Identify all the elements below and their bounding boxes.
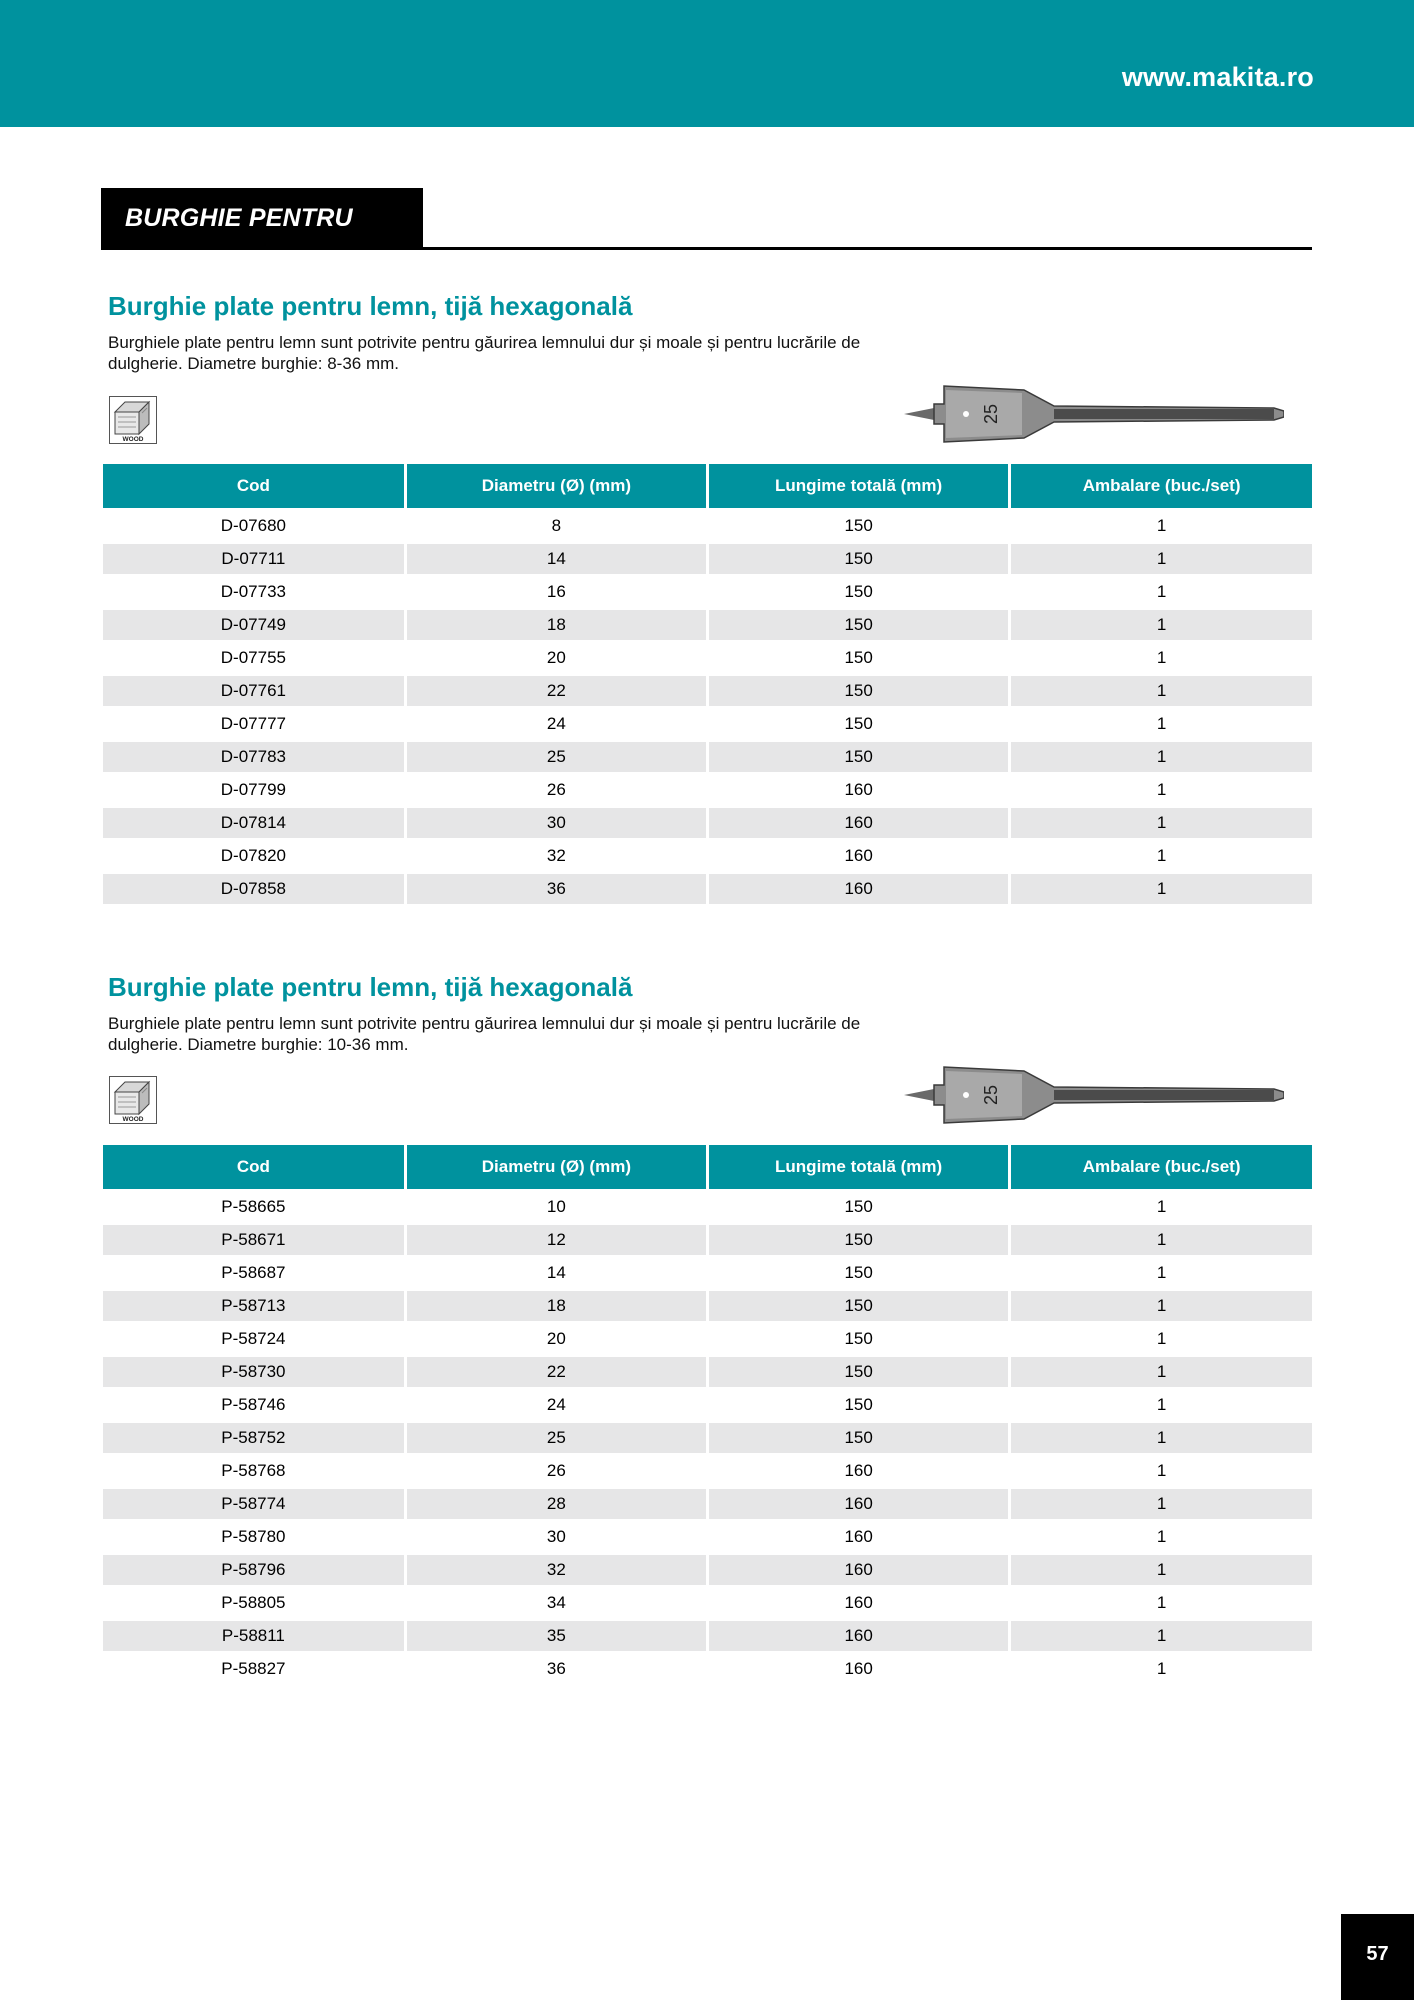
cell-diametru: 8: [405, 510, 707, 543]
section-title: Burghie plate pentru lemn, tijă hexagonală: [108, 291, 633, 321]
cell-diametru: 16: [405, 576, 707, 609]
cell-diametru: 35: [405, 1620, 707, 1653]
spade-drill-bit-image: [904, 378, 1284, 450]
cell-lungime: 150: [708, 1389, 1010, 1422]
cell-diametru: 12: [405, 1224, 707, 1257]
cell-ambalare: 1: [1010, 1191, 1312, 1224]
cell-ambalare: 1: [1010, 774, 1312, 807]
cell-lungime: 160: [708, 774, 1010, 807]
cell-ambalare: 1: [1010, 675, 1312, 708]
cell-lungime: 160: [708, 840, 1010, 873]
cell-lungime: 160: [708, 873, 1010, 905]
column-header-ambalare: Ambalare (buc./set): [1010, 464, 1312, 510]
cell-cod: D-07680: [103, 510, 405, 543]
cell-cod: P-58780: [103, 1521, 405, 1554]
column-header-ambalare: Ambalare (buc./set): [1010, 1145, 1312, 1191]
cell-cod: P-58805: [103, 1587, 405, 1620]
table-row: [103, 543, 1312, 576]
cell-ambalare: 1: [1010, 576, 1312, 609]
cell-cod: P-58752: [103, 1422, 405, 1455]
cell-ambalare: 1: [1010, 1323, 1312, 1356]
cell-ambalare: 1: [1010, 1422, 1312, 1455]
table-header-row: [103, 464, 1312, 510]
cell-diametru: 25: [405, 1422, 707, 1455]
cell-diametru: 14: [405, 543, 707, 576]
table-row: [103, 741, 1312, 774]
header-bar: [0, 0, 1414, 127]
column-header-lungime: Lungime totală (mm): [708, 1145, 1010, 1191]
cell-cod: P-58811: [103, 1620, 405, 1653]
cell-ambalare: 1: [1010, 708, 1312, 741]
cell-lungime: 150: [708, 1356, 1010, 1389]
cell-lungime: 160: [708, 1653, 1010, 1685]
table-row: [103, 576, 1312, 609]
wood-material-icon: [109, 396, 157, 444]
cell-diametru: 28: [405, 1488, 707, 1521]
cell-ambalare: 1: [1010, 1488, 1312, 1521]
cell-lungime: 150: [708, 1191, 1010, 1224]
cell-ambalare: 1: [1010, 510, 1312, 543]
wood-label: WOOD: [122, 436, 144, 443]
table-row: [103, 1587, 1312, 1620]
table-row: [103, 1257, 1312, 1290]
cell-diametru: 26: [405, 774, 707, 807]
table-row: [103, 840, 1312, 873]
cell-diametru: 30: [405, 807, 707, 840]
cell-cod: P-58827: [103, 1653, 405, 1685]
cell-lungime: 150: [708, 675, 1010, 708]
cell-lungime: 150: [708, 741, 1010, 774]
table-row: [103, 873, 1312, 905]
table-row: [103, 1455, 1312, 1488]
cell-cod: P-58774: [103, 1488, 405, 1521]
drill-size-number: 25: [980, 403, 1001, 425]
table-row: [103, 510, 1312, 543]
cell-ambalare: 1: [1010, 543, 1312, 576]
table-row: [103, 1653, 1312, 1685]
cell-lungime: 150: [708, 510, 1010, 543]
cell-lungime: 150: [708, 609, 1010, 642]
cell-lungime: 160: [708, 1620, 1010, 1653]
cell-lungime: 150: [708, 1224, 1010, 1257]
cell-diametru: 32: [405, 1554, 707, 1587]
site-url[interactable]: www.makita.ro: [1121, 62, 1314, 92]
cell-lungime: 160: [708, 1587, 1010, 1620]
table-row: [103, 1290, 1312, 1323]
wood-label: WOOD: [122, 1116, 144, 1123]
spec-table-2: [103, 1145, 1312, 1684]
cell-cod: D-07814: [103, 807, 405, 840]
cell-cod: P-58713: [103, 1290, 405, 1323]
drill-size-number: 25: [980, 1084, 1001, 1106]
cell-ambalare: 1: [1010, 840, 1312, 873]
table-row: [103, 1224, 1312, 1257]
cell-lungime: 150: [708, 543, 1010, 576]
cell-diametru: 30: [405, 1521, 707, 1554]
table-row: [103, 642, 1312, 675]
cell-diametru: 34: [405, 1587, 707, 1620]
column-header-diametru: Diametru (Ø) (mm): [405, 1145, 707, 1191]
cell-lungime: 150: [708, 576, 1010, 609]
table-row: [103, 675, 1312, 708]
cell-lungime: 160: [708, 1488, 1010, 1521]
cell-ambalare: 1: [1010, 741, 1312, 774]
section-description: Burghiele plate pentru lemn sunt potrivite pentru găurirea lemnului dur și moale și pentru lucrările de dulgherie. Diametre burghie: 8-36 mm.: [108, 333, 861, 373]
table-row: [103, 1389, 1312, 1422]
cell-diametru: 24: [405, 1389, 707, 1422]
cell-lungime: 160: [708, 1521, 1010, 1554]
section-title: Burghie plate pentru lemn, tijă hexagonală: [108, 972, 633, 1002]
cell-cod: D-07761: [103, 675, 405, 708]
cell-cod: P-58730: [103, 1356, 405, 1389]
column-header-cod: Cod: [103, 464, 405, 510]
table-row: [103, 1521, 1312, 1554]
cell-diametru: 18: [405, 1290, 707, 1323]
cell-cod: D-07783: [103, 741, 405, 774]
page-number: 57: [1341, 1914, 1414, 2000]
cell-lungime: 150: [708, 1323, 1010, 1356]
table-row: [103, 1554, 1312, 1587]
product-section-2: [101, 971, 1312, 1678]
cell-diametru: 20: [405, 1323, 707, 1356]
cell-diametru: 36: [405, 1653, 707, 1685]
cell-cod: P-58746: [103, 1389, 405, 1422]
cell-ambalare: 1: [1010, 807, 1312, 840]
cell-cod: P-58687: [103, 1257, 405, 1290]
cell-cod: D-07755: [103, 642, 405, 675]
cell-cod: P-58796: [103, 1554, 405, 1587]
cell-ambalare: 1: [1010, 609, 1312, 642]
category-title: BURGHIE PENTRU LEMN: [101, 188, 423, 249]
cell-lungime: 150: [708, 708, 1010, 741]
cell-lungime: 160: [708, 1554, 1010, 1587]
cell-diametru: 25: [405, 741, 707, 774]
table-row: [103, 1620, 1312, 1653]
cell-ambalare: 1: [1010, 1257, 1312, 1290]
table-row: [103, 774, 1312, 807]
cell-ambalare: 1: [1010, 1455, 1312, 1488]
cell-lungime: 160: [708, 807, 1010, 840]
cell-lungime: 150: [708, 642, 1010, 675]
cell-lungime: 150: [708, 1422, 1010, 1455]
cell-cod: D-07733: [103, 576, 405, 609]
cell-diametru: 22: [405, 675, 707, 708]
table-row: [103, 1191, 1312, 1224]
cell-diametru: 18: [405, 609, 707, 642]
spade-drill-bit-image: [904, 1059, 1284, 1131]
cell-diametru: 22: [405, 1356, 707, 1389]
cell-diametru: 36: [405, 873, 707, 905]
cell-ambalare: 1: [1010, 1587, 1312, 1620]
table-row: [103, 708, 1312, 741]
cell-cod: P-58665: [103, 1191, 405, 1224]
table-row: [103, 1488, 1312, 1521]
cell-diametru: 24: [405, 708, 707, 741]
product-section-1: [101, 290, 1312, 898]
table-header-row: [103, 1145, 1312, 1191]
cell-ambalare: 1: [1010, 1653, 1312, 1685]
cell-cod: P-58671: [103, 1224, 405, 1257]
cell-ambalare: 1: [1010, 642, 1312, 675]
cell-ambalare: 1: [1010, 873, 1312, 905]
cell-ambalare: 1: [1010, 1521, 1312, 1554]
cell-diametru: 10: [405, 1191, 707, 1224]
cell-ambalare: 1: [1010, 1356, 1312, 1389]
cell-cod: D-07749: [103, 609, 405, 642]
cell-diametru: 26: [405, 1455, 707, 1488]
cell-cod: D-07820: [103, 840, 405, 873]
cell-diametru: 20: [405, 642, 707, 675]
wood-material-icon: [109, 1076, 157, 1124]
table-row: [103, 1323, 1312, 1356]
table-row: [103, 609, 1312, 642]
cell-cod: D-07858: [103, 873, 405, 905]
cell-diametru: 14: [405, 1257, 707, 1290]
cell-cod: D-07799: [103, 774, 405, 807]
cell-cod: D-07711: [103, 543, 405, 576]
table-row: [103, 1422, 1312, 1455]
cell-cod: D-07777: [103, 708, 405, 741]
cell-ambalare: 1: [1010, 1290, 1312, 1323]
cell-cod: P-58724: [103, 1323, 405, 1356]
table-row: [103, 807, 1312, 840]
cell-lungime: 150: [708, 1257, 1010, 1290]
column-header-cod: Cod: [103, 1145, 405, 1191]
cell-lungime: 160: [708, 1455, 1010, 1488]
cell-ambalare: 1: [1010, 1620, 1312, 1653]
cell-ambalare: 1: [1010, 1389, 1312, 1422]
column-header-diametru: Diametru (Ø) (mm): [405, 464, 707, 510]
cell-ambalare: 1: [1010, 1554, 1312, 1587]
column-header-lungime: Lungime totală (mm): [708, 464, 1010, 510]
cell-diametru: 32: [405, 840, 707, 873]
cell-ambalare: 1: [1010, 1224, 1312, 1257]
section-description: Burghiele plate pentru lemn sunt potrivite pentru găurirea lemnului dur și moale și pentru lucrările de dulgherie. Diametre burghie: 10-36 mm.: [108, 1014, 861, 1054]
table-row: [103, 1356, 1312, 1389]
spec-table-1: [103, 464, 1312, 904]
cell-lungime: 150: [708, 1290, 1010, 1323]
category-divider: [101, 247, 1312, 250]
cell-cod: P-58768: [103, 1455, 405, 1488]
